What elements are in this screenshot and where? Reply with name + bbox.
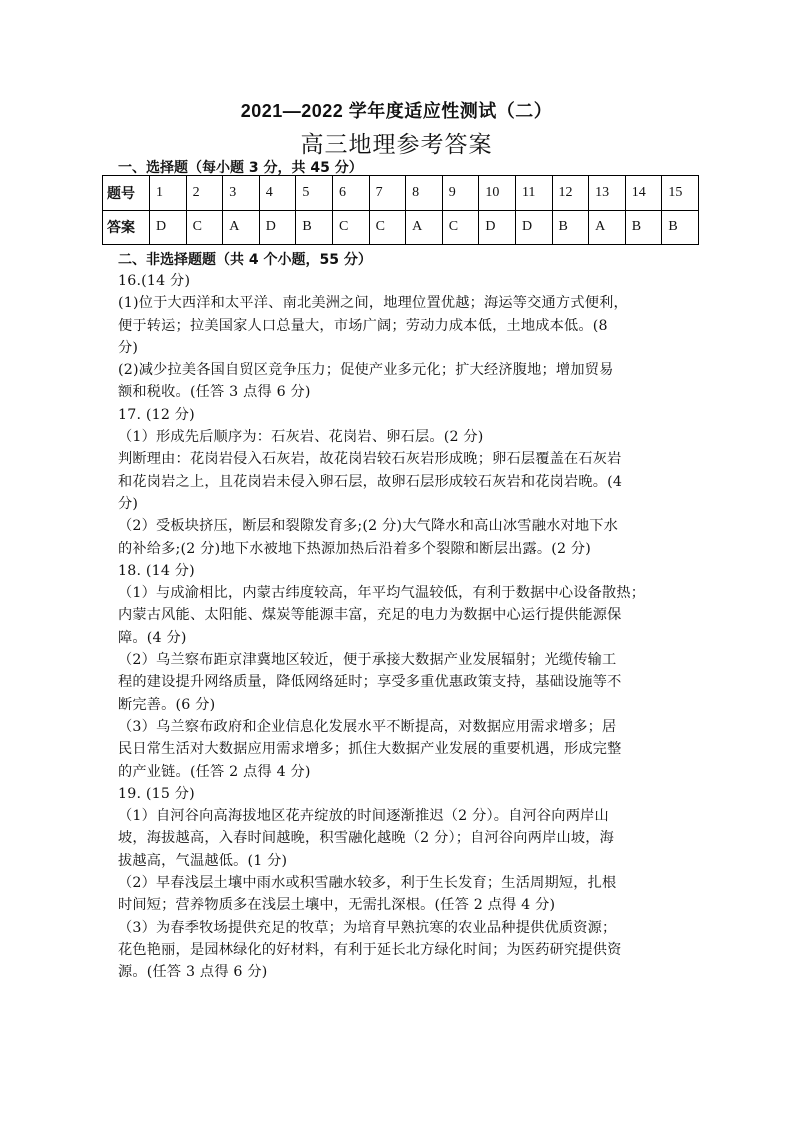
section2-body bbox=[118, 270, 678, 984]
question-number-cell: 5 bbox=[296, 176, 333, 211]
question-number-cell: 15 bbox=[662, 176, 699, 211]
answer-cell: A bbox=[406, 210, 443, 245]
answer-cell: C bbox=[442, 210, 479, 245]
text-line: 分) bbox=[118, 495, 139, 512]
question-number-cell: 3 bbox=[223, 176, 260, 211]
text-line: （2）乌兰察布距京津冀地区较近，便于承接大数据产业发展辐射；光缆传输工 bbox=[118, 652, 617, 669]
text-line: 分) bbox=[118, 339, 139, 356]
row-label-answer: 答案 bbox=[103, 210, 150, 245]
text-line: 拔越高，气温越低。(1 分) bbox=[118, 852, 288, 869]
text-line: 断完善。(6 分) bbox=[118, 696, 216, 713]
answer-cell: B bbox=[625, 210, 662, 245]
text-line: (2)减少拉美各国自贸区竞争压力；促使产业多元化；扩大经济腹地；增加贸易 bbox=[118, 362, 614, 379]
question-number-cell: 9 bbox=[442, 176, 479, 211]
text-line: 判断理由：花岗岩侵入石灰岩，故花岗岩较石灰岩形成晚；卵石层覆盖在石灰岩 bbox=[118, 451, 622, 468]
text-line: （2）早春浅层土壤中雨水或积雪融水较多，利于生长发育；生活周期短，扎根 bbox=[118, 875, 617, 892]
text-line: (1)位于大西洋和太平洋、南北美洲之间，地理位置优越；海运等交通方式便利， bbox=[118, 295, 628, 312]
answer-cell: A bbox=[223, 210, 260, 245]
answer-cell: B bbox=[296, 210, 333, 245]
section2-heading: 二、非选择题题（共 4 个小题，55 分） bbox=[118, 252, 372, 268]
text-line: （2）受板块挤压，断层和裂隙发育多;(2 分)大气降水和高山冰雪融水对地下水 bbox=[118, 518, 619, 535]
text-line: 花色艳丽，是园林绿化的好材料，有利于延长北方绿化时间；为医药研究提供资 bbox=[118, 941, 622, 958]
text-line: 时间短；营养物质多在浅层土壤中，无需扎深根。(任答 2 点得 4 分) bbox=[118, 897, 556, 914]
question-number-cell: 1 bbox=[150, 176, 187, 211]
answer-cell: C bbox=[332, 210, 369, 245]
question-number-cell: 6 bbox=[332, 176, 369, 211]
text-line: 民日常生活对大数据应用需求增多；抓住大数据产业发展的重要机遇，形成完整 bbox=[118, 741, 622, 758]
question-number-cell: 14 bbox=[625, 176, 662, 211]
text-line: （3）为春季牧场提供充足的牧草；为培育早熟抗寒的农业品种提供优质资源； bbox=[118, 919, 617, 936]
text-line: 便于转运；拉美国家人口总量大，市场广阔；劳动力成本低，土地成本低。(8 bbox=[118, 317, 608, 334]
answer-cell: D bbox=[259, 210, 296, 245]
answer-cell: A bbox=[589, 210, 626, 245]
question-number-cell: 12 bbox=[552, 176, 589, 211]
text-line: 和花岗岩之上，且花岗岩未侵入卵石层，故卵石层形成较石灰岩和花岗岩晚。(4 bbox=[118, 473, 623, 490]
question-number-cell: 13 bbox=[589, 176, 626, 211]
question-number-cell: 10 bbox=[479, 176, 516, 211]
text-line: （1）自河谷向高海拔地区花卉绽放的时间逐渐推迟（2 分）。自河谷向两岸山 bbox=[118, 808, 609, 825]
question-number-cell: 4 bbox=[259, 176, 296, 211]
answer-cell: C bbox=[186, 210, 223, 245]
text-line: 17. (12 分) bbox=[118, 406, 195, 423]
text-line: （3）乌兰察布政府和企业信息化发展水平不断提高，对数据应用需求增多；居 bbox=[118, 718, 617, 735]
answer-cell: D bbox=[515, 210, 552, 245]
text-line: 额和税收。(任答 3 点得 6 分) bbox=[118, 384, 311, 401]
question-number-row bbox=[103, 176, 699, 211]
text-line: 源。(任答 3 点得 6 分) bbox=[118, 964, 268, 981]
text-line: 坡，海拔越高，入春时间越晚，积雪融化越晚（2 分）；自河谷向两岸山坡，海 bbox=[118, 830, 615, 847]
answer-cell: D bbox=[479, 210, 516, 245]
text-line: 内蒙古风能、太阳能、煤炭等能源丰富，充足的电力为数据中心运行提供能源保 bbox=[118, 607, 622, 624]
exam-title: 2021—2022 学年度适应性测试（二） bbox=[240, 101, 553, 121]
text-line: 18. (14 分) bbox=[118, 562, 195, 579]
text-line: 程的建设提升网络质量，降低网络延时；享受多重优惠政策支持，基础设施等不 bbox=[118, 674, 622, 691]
text-line: 16.(14 分) bbox=[118, 273, 191, 289]
text-line: 的补给多;(2 分)地下水被地下热源加热后沿着多个裂隙和断层出露。(2 分) bbox=[118, 540, 592, 557]
answer-table bbox=[102, 175, 699, 245]
row-label-number: 题号 bbox=[103, 176, 150, 211]
answer-cell: C bbox=[369, 210, 406, 245]
question-number-cell: 11 bbox=[515, 176, 552, 211]
section1-heading: 一、选择题（每小题 3 分，共 45 分） bbox=[118, 160, 363, 176]
answer-cell: B bbox=[662, 210, 699, 245]
answer-key-subtitle: 高三地理参考答案 bbox=[300, 132, 493, 158]
question-number-cell: 7 bbox=[369, 176, 406, 211]
answer-cell: D bbox=[150, 210, 187, 245]
text-line: （1）形成先后顺序为：石灰岩、花岗岩、卵石层。(2 分) bbox=[118, 429, 484, 446]
answer-cell: B bbox=[552, 210, 589, 245]
question-number-cell: 8 bbox=[406, 176, 443, 211]
text-line: （1）与成渝相比，内蒙古纬度较高，年平均气温较低，有利于数据中心设备散热； bbox=[118, 585, 646, 602]
answer-row bbox=[103, 210, 699, 245]
text-line: 的产业链。(任答 2 点得 4 分) bbox=[118, 763, 311, 780]
question-number-cell: 2 bbox=[186, 176, 223, 211]
text-line: 19. (15 分) bbox=[118, 785, 195, 802]
text-line: 障。(4 分) bbox=[118, 629, 187, 646]
